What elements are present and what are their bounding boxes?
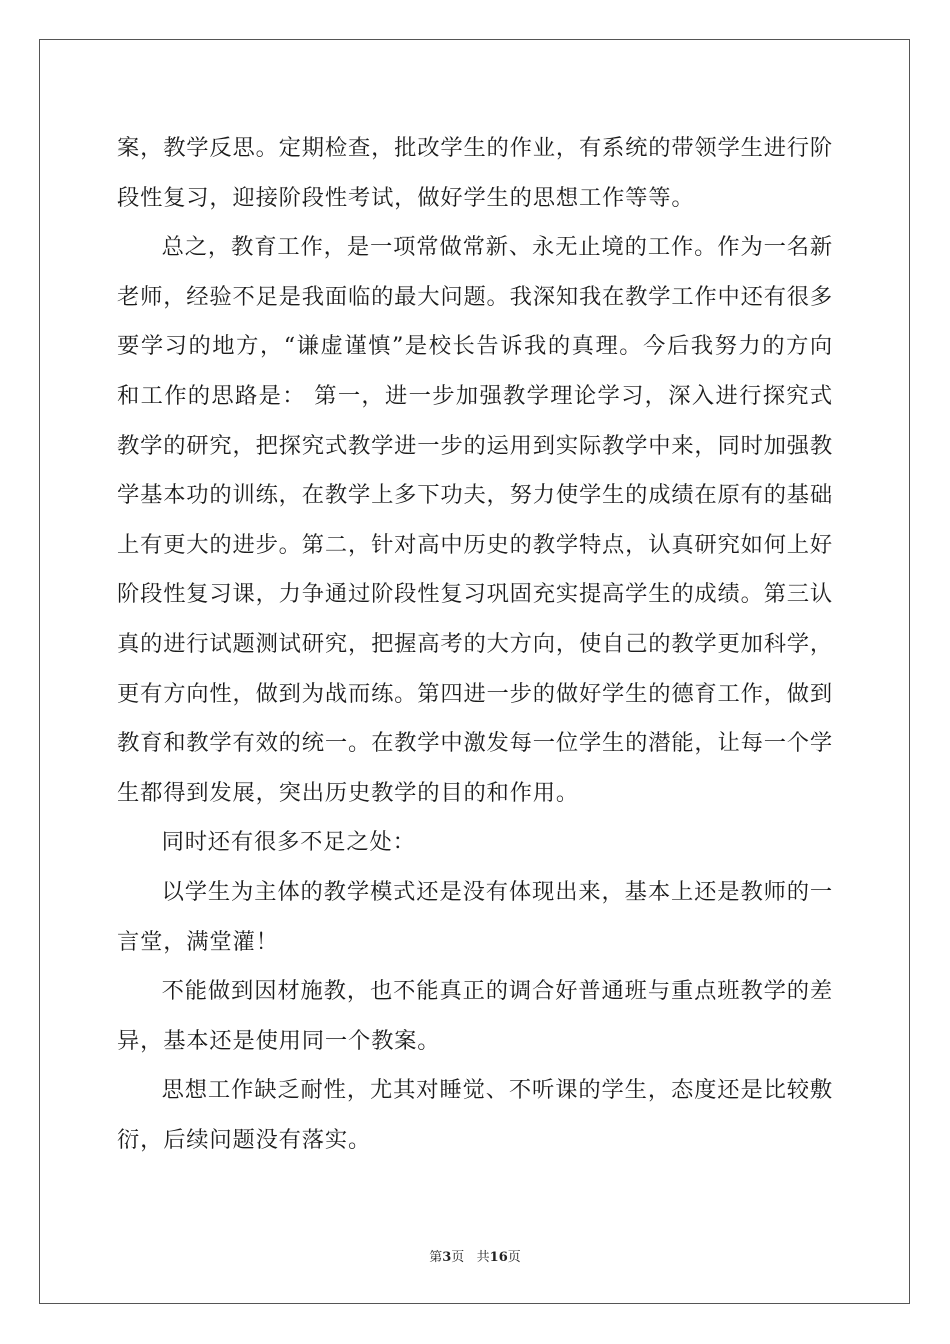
paragraph-2: 总之，教育工作，是一项常做常新、永无止境的工作。作为一名新老师，经验不足是我面临的最大问题。我深知我在教学工作中还有很多要学习的地方，“谦虚谨慎”是校长告诉我的真理。今后我努力的方向和工作的思路是： 第一，进一步加强教学理论学习，深入进行探究式教学的研究，把探究式教学进一步的运用到实际教学中来，同时加强教学基本功的训练，在教学上多下功夫，努力使学生的成绩在原有的基础上有更大的进步。第二，针对高中历史的教学特点，认真研究如何上好阶段性复习课，力争通过阶段性复习巩固充实提高学生的成绩。第三认真的进行试题测试研究，把握高考的大方向，使自己的教学更加科学，更有方向性，做到为战而练。第四进一步的做好学生的德育工作，做到教育和教学有效的统一。在教学中激发每一位学生的潜能，让每一个学生都得到发展，突出历史教学的目的和作用。 [117,234,834,806]
footer-middle: 页 共 [451,1250,490,1265]
page-footer [0,1246,950,1265]
footer-prefix: 第 [429,1250,443,1265]
paragraph-4: 以学生为主体的教学模式还是没有体现出来，基本上还是教师的一言堂，满堂灌！ [117,878,833,955]
total-pages-number: 16 [489,1250,508,1265]
paragraph-5: 不能做到因材施教，也不能真正的调合好普通班与重点班教学的差异，基本还是使用同一个教案。 [117,978,833,1054]
paragraph-3: 同时还有很多不足之处： [161,829,416,856]
current-page-number: 3 [442,1250,452,1265]
document-body [117,124,833,1165]
paragraph-1: 案，教学反思。定期检查，批改学生的作业，有系统的带领学生进行阶段性复习，迎接阶段性考试，做好学生的思想工作等等。 [117,135,834,211]
paragraph-6: 思想工作缺乏耐性，尤其对睡觉、不听课的学生，态度还是比较敷衍，后续问题没有落实。 [117,1077,833,1153]
footer-suffix: 页 [507,1250,521,1265]
